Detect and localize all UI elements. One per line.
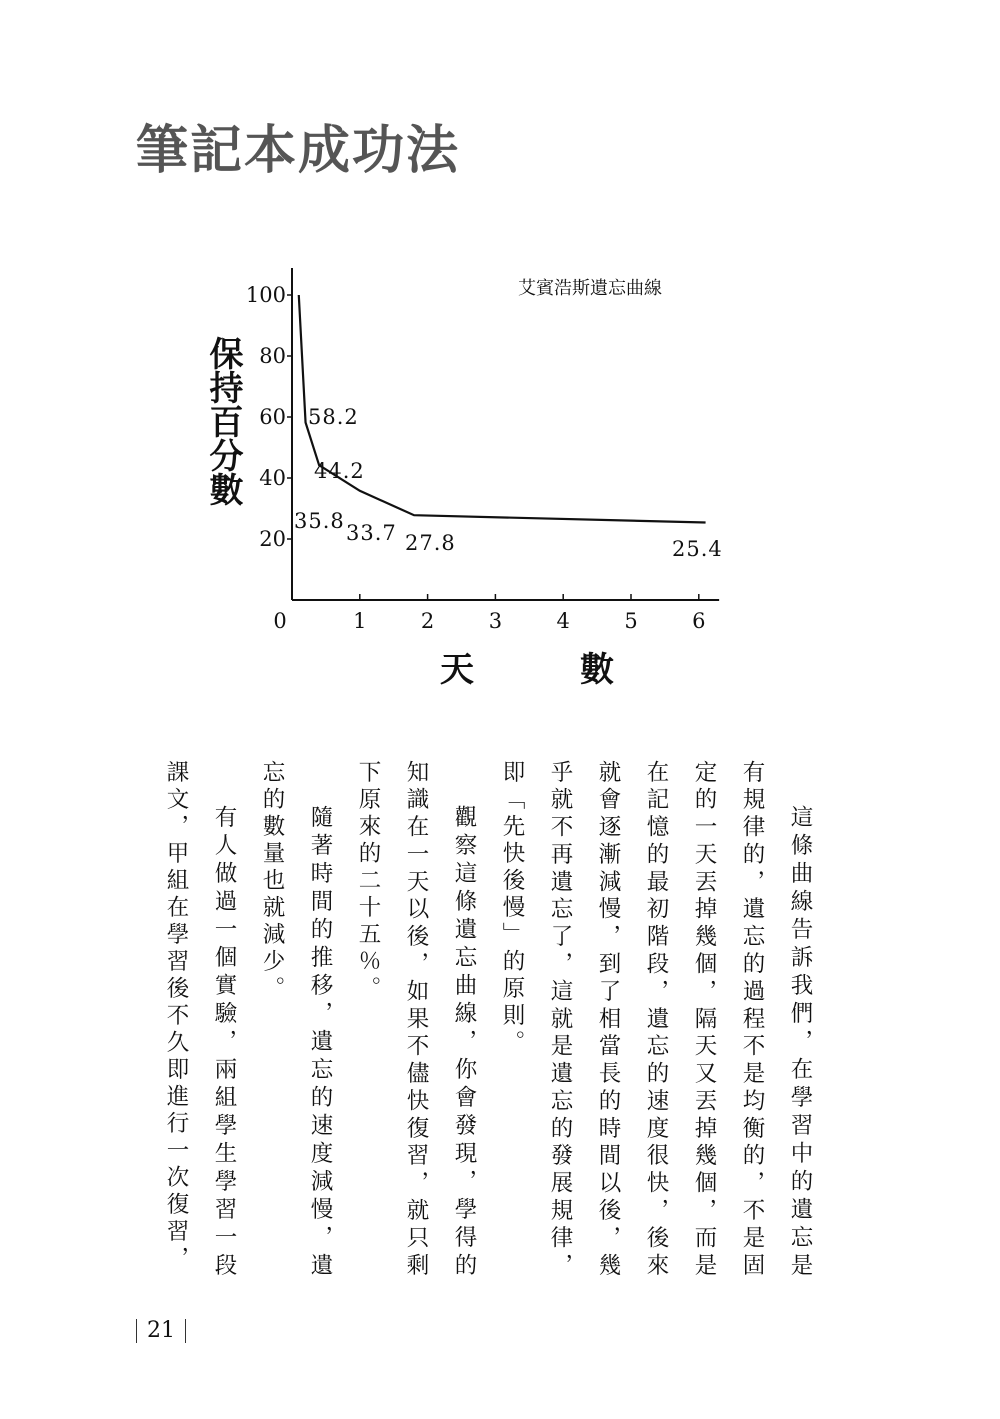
x-tick-label: 6 bbox=[692, 609, 706, 633]
x-tick-label: 2 bbox=[420, 609, 435, 633]
page-title: 筆記本成功法 bbox=[136, 121, 461, 181]
y-tick-label: 60 bbox=[259, 405, 286, 429]
article-body bbox=[152, 760, 824, 1280]
x-tick-label: 5 bbox=[624, 609, 638, 633]
y-tick-label: 40 bbox=[259, 466, 286, 490]
page-number-divider bbox=[185, 1319, 186, 1343]
data-label: 27.8 bbox=[405, 531, 456, 555]
y-tick-label: 20 bbox=[259, 527, 286, 551]
chart-title: 艾賓浩斯遺忘曲線 bbox=[518, 278, 662, 299]
data-label: 58.2 bbox=[308, 405, 359, 429]
y-tick-label: 80 bbox=[259, 344, 286, 368]
page-number-divider bbox=[136, 1319, 137, 1343]
y-tick-label: 100 bbox=[245, 283, 286, 307]
paragraph: 有人做過一個實驗，兩組學生學習一段課文，甲組在學習後不久即進行一次復習， bbox=[163, 760, 237, 1280]
x-tick-label: 1 bbox=[353, 609, 367, 633]
x-tick-label: 3 bbox=[488, 609, 503, 633]
data-label: 35.8 bbox=[294, 509, 345, 533]
paragraph: 隨著時間的推移，遺忘的速度減慢，遺忘的數量也就減少。 bbox=[259, 760, 333, 1280]
paragraph: 觀察這條遺忘曲線，你會發現，學得的知識在一天以後，如果不儘快復習，就只剩下原來的二十五％。 bbox=[355, 760, 477, 1280]
data-label: 33.7 bbox=[346, 521, 397, 545]
x-axis-label: 天 數 bbox=[440, 650, 650, 690]
y-axis-label: 保持百分數 bbox=[203, 336, 243, 506]
paragraph: 這條曲線告訴我們，在學習中的遺忘是有規律的，遺忘的過程不是均衡的，不是固定的一天丟掉幾個，隔天又丟掉幾個，而是在記憶的最初階段，遺忘的速度很快，後來就會逐漸減慢，到了相當長的時間以後，幾乎就不再遺忘了，這就是遺忘的發展規律，即「先快後慢」的原則。 bbox=[499, 760, 813, 1280]
forgetting-curve-line bbox=[299, 295, 706, 523]
x-tick-label: 0 bbox=[273, 609, 287, 633]
data-label: 25.4 bbox=[672, 537, 723, 561]
data-label: 44.2 bbox=[314, 459, 365, 483]
x-tick-label: 4 bbox=[556, 609, 570, 633]
page-number: 21 bbox=[147, 1318, 175, 1343]
page-number-block bbox=[136, 1318, 186, 1343]
